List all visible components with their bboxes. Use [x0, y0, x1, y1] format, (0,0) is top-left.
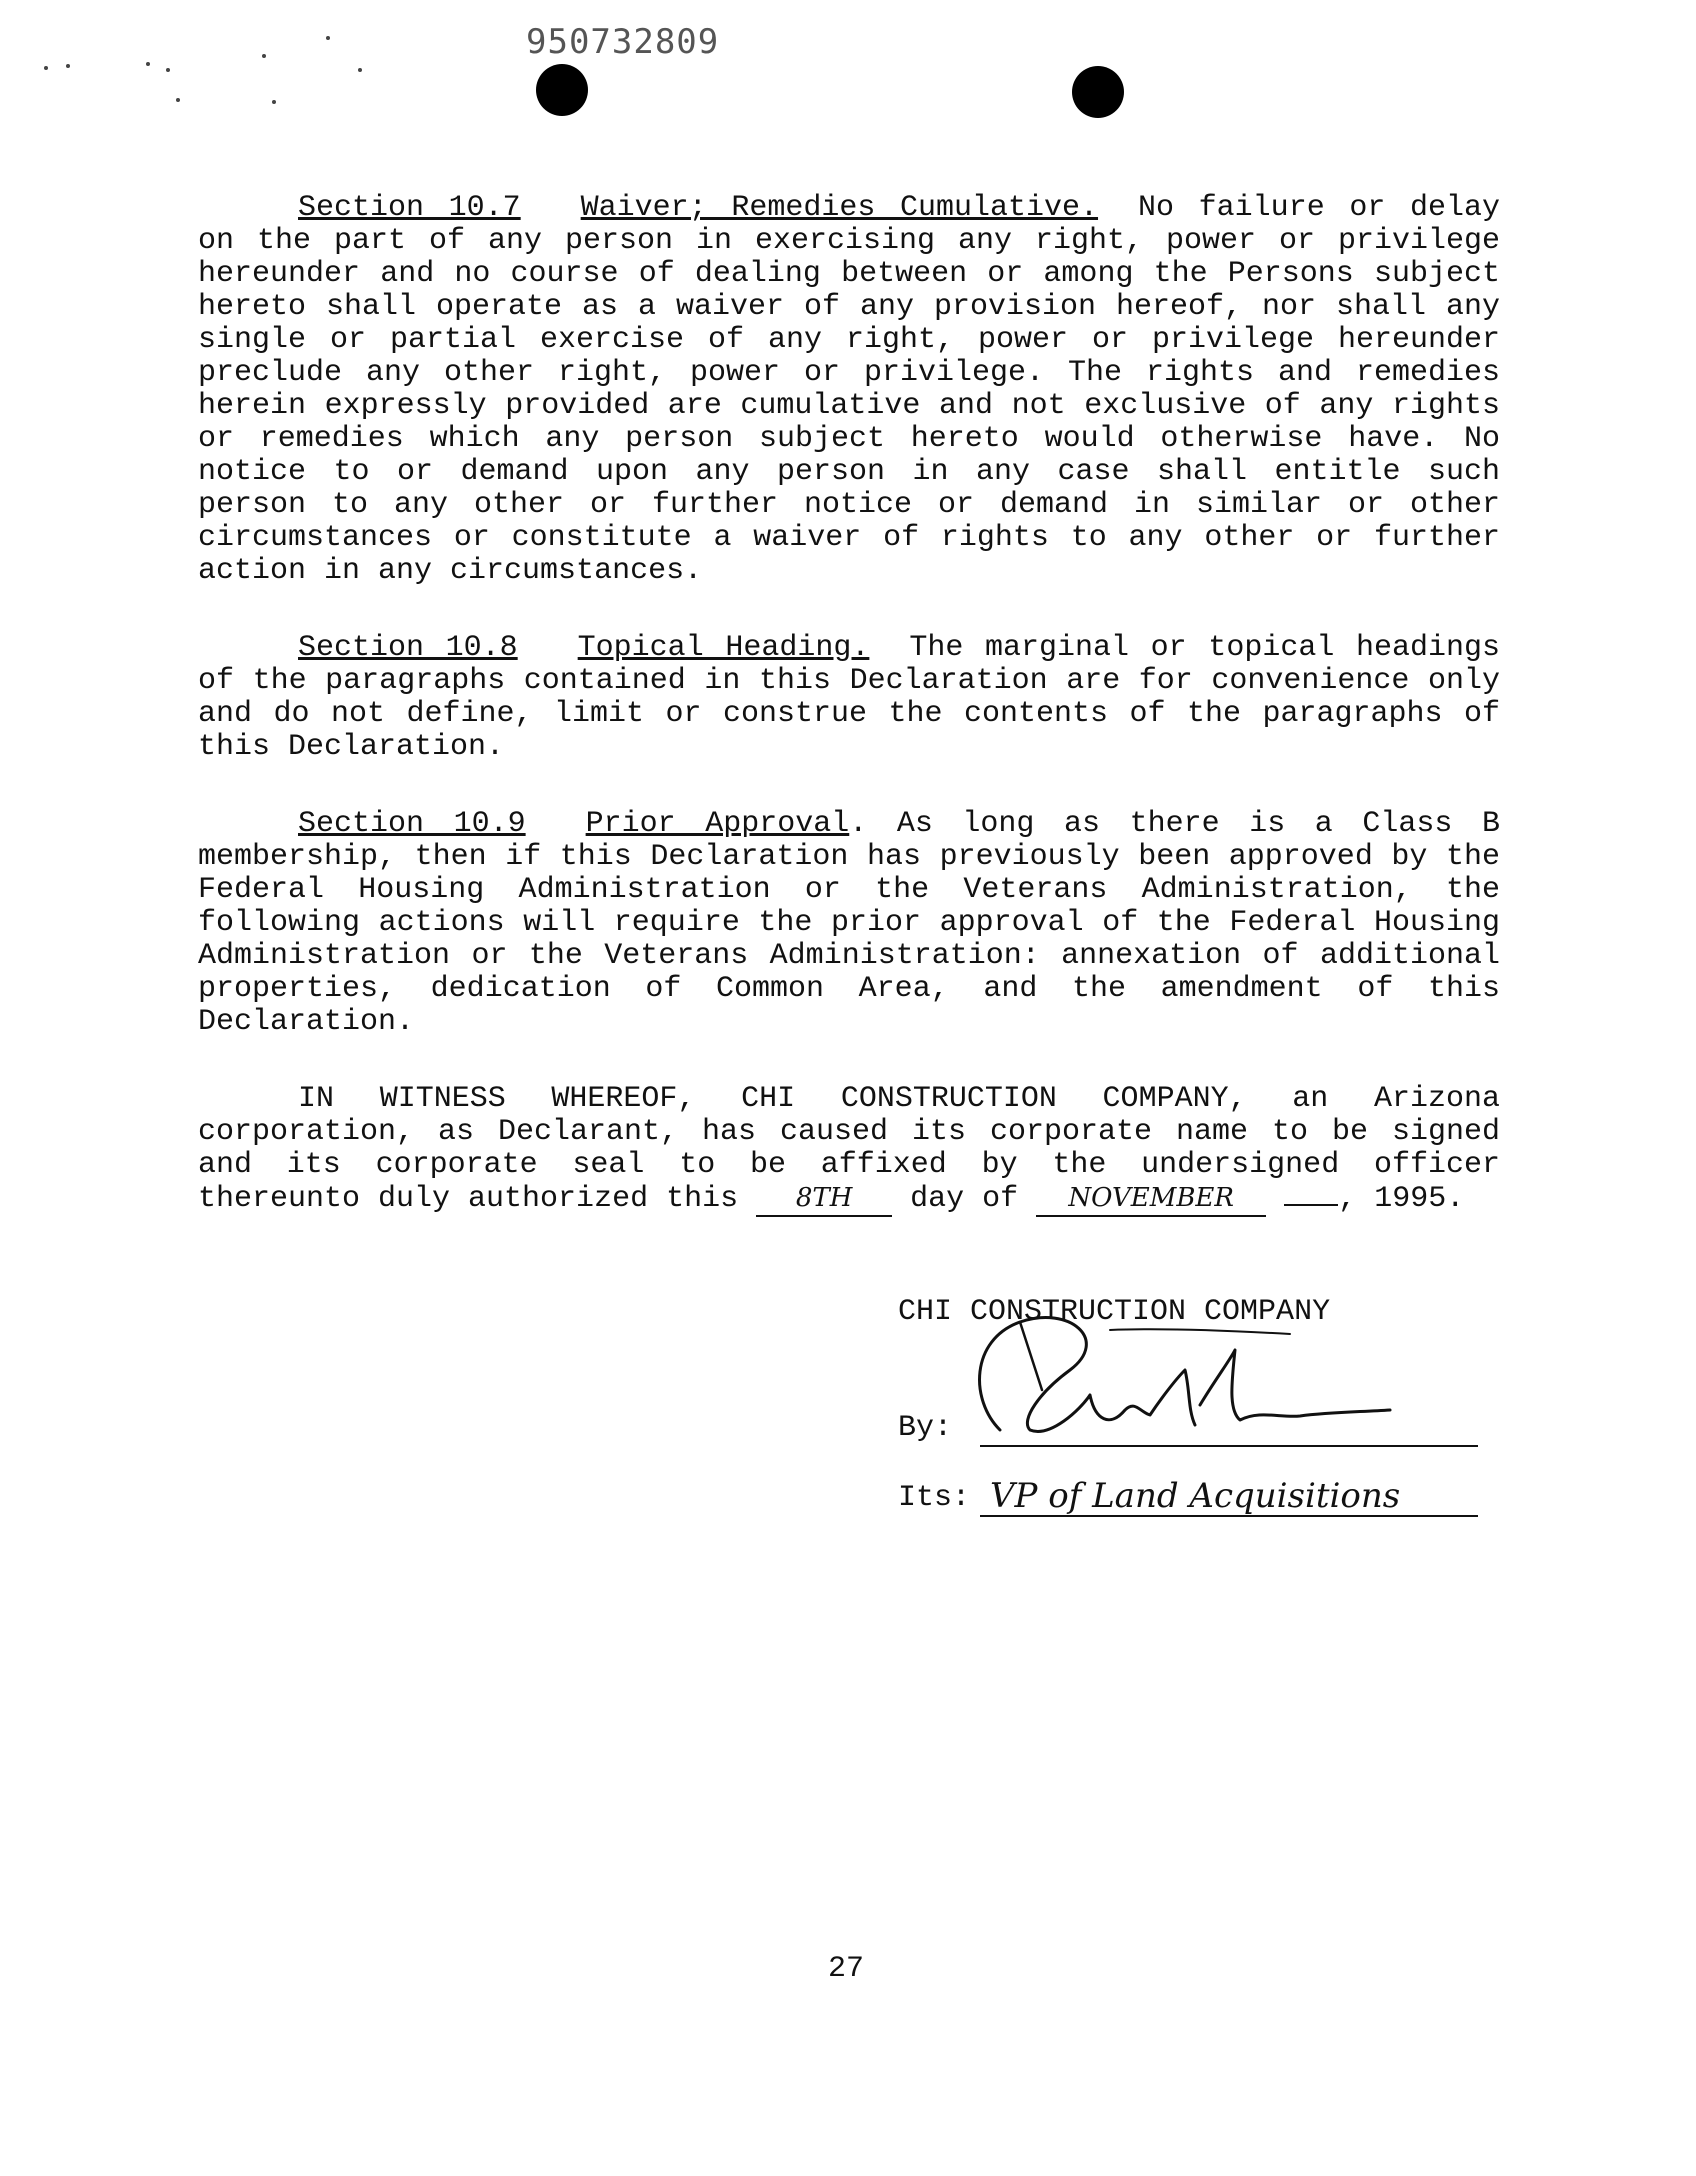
scan-speck	[176, 98, 180, 102]
scan-speck	[44, 66, 48, 70]
section-10-7	[198, 192, 1500, 588]
section-label: Section 10.8	[298, 631, 518, 665]
handwritten-day: 8TH	[756, 1182, 892, 1217]
witness-clause	[198, 1083, 1500, 1217]
handwritten-signature	[960, 1300, 1420, 1450]
handwritten-month: NOVEMBER	[1036, 1182, 1266, 1217]
punch-hole-right	[1072, 66, 1124, 118]
witness-text: IN WITNESS WHEREOF, CHI CONSTRUCTION COMPANY, an Arizona corporation, as Declarant, has caused its corporate name to be signed and its corporate seal to be affixed by the undersigned officer thereunto duly authorized this	[198, 1082, 1500, 1216]
scan-speck	[358, 68, 362, 72]
section-label: Section 10.9	[298, 807, 526, 841]
section-title: Prior Approval	[585, 807, 850, 841]
scan-speck	[326, 36, 330, 40]
document-body	[198, 192, 1500, 1261]
its-line	[898, 1457, 1478, 1517]
year-blank	[1284, 1204, 1338, 1206]
section-10-8	[198, 632, 1500, 764]
by-label: By:	[898, 1411, 953, 1445]
section-10-9	[198, 808, 1500, 1039]
handwritten-title: VP of Land Acquisitions	[990, 1476, 1401, 1516]
section-title: Topical Heading.	[577, 631, 870, 665]
scan-speck	[262, 54, 266, 58]
scan-speck	[66, 64, 70, 68]
document-number: 950732809	[526, 22, 720, 62]
day-of-label: day of	[910, 1182, 1019, 1216]
section-text: No failure or delay on the part of any person in exercising any right, power or privilege hereunder and no course of dealing between or among the Persons subject hereto shall operate as a waiver of any provision hereof, nor shall any single or partial exercise of any right, power or privilege hereunder preclude any other right, power or privilege. The rights and remedies herein expressly provided are cumulative and not exclusive of any rights or remedies which any person subject hereto would otherwise have. No notice to or demand upon any person in any case shall entitle such person to any other or further notice or demand in similar or other circumstances or constitute a waiver of rights to any other or further action in any circumstances.	[198, 191, 1500, 588]
scan-speck	[146, 62, 150, 66]
punch-hole-left	[536, 64, 588, 116]
scan-speck	[166, 68, 170, 72]
company-name: CHI CONSTRUCTION COMPANY	[898, 1295, 1331, 1329]
section-text: . As long as there is a Class B membership, then if this Declaration has previously been approved by the Federal Housing Administration or the Veterans Administration, the following actions will require the prior approval of the Federal Housing Administration or the Veterans Administration: annexation of additional properties, dedication of Common Area, and the amendment of this Declaration.	[198, 807, 1500, 1039]
its-label: Its:	[898, 1481, 971, 1515]
year-text: , 1995.	[1338, 1182, 1465, 1216]
section-label: Section 10.7	[298, 191, 521, 225]
page-number: 27	[828, 1952, 865, 1986]
scan-speck	[272, 100, 276, 104]
section-text: The marginal or topical headings of the paragraphs contained in this Declaration are for convenience only and do not define, limit or construe the contents of the paragraphs of this Declaration.	[198, 631, 1500, 764]
section-title: Waiver; Remedies Cumulative.	[580, 191, 1099, 225]
